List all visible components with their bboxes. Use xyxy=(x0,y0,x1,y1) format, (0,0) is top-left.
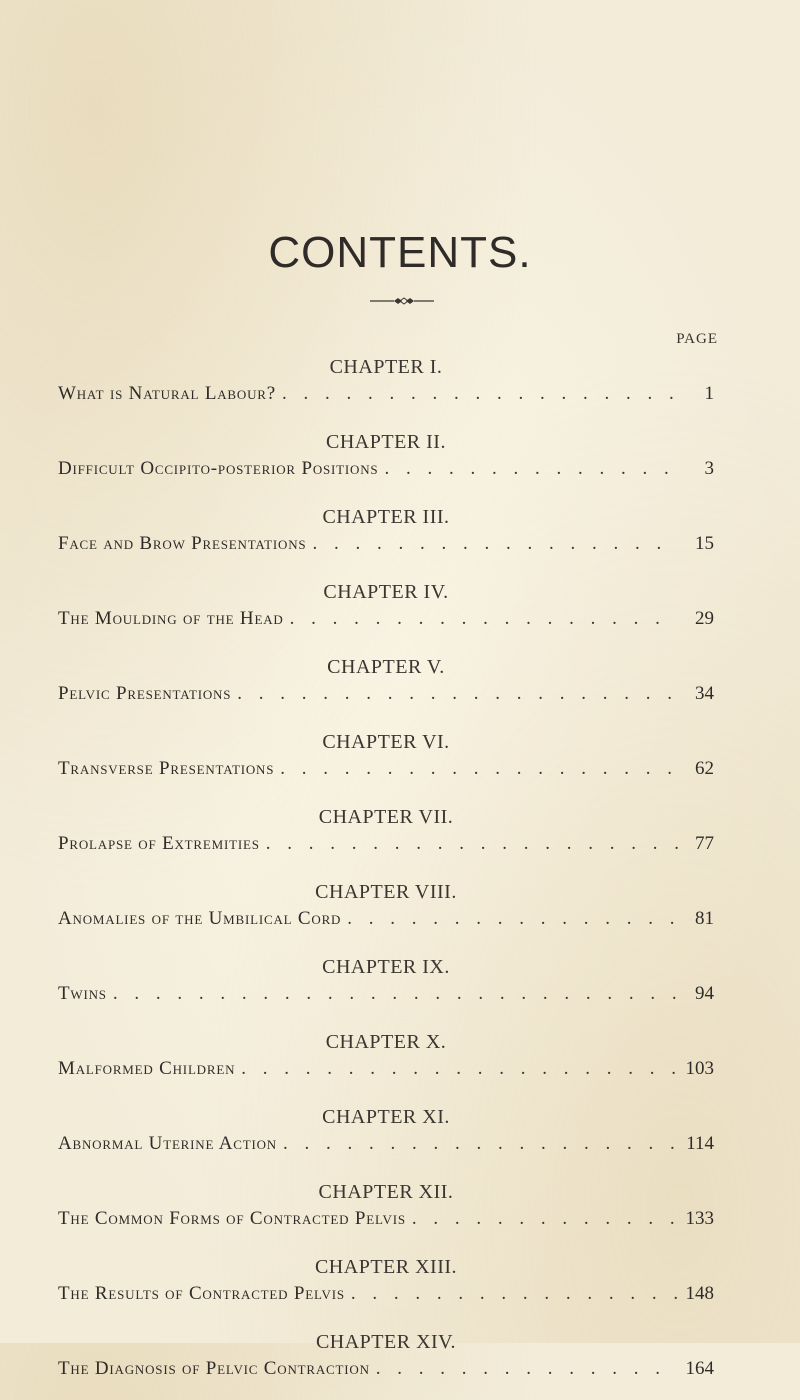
chapter-title: Malformed Children xyxy=(58,1058,236,1079)
chapter-title: Twins xyxy=(58,983,107,1004)
page-number: 164 xyxy=(685,1358,714,1379)
chapter-heading: CHAPTER VII. xyxy=(318,806,454,828)
toc-entry xyxy=(58,425,714,500)
chapter-title: What is Natural Labour? xyxy=(58,383,276,404)
chapter-heading: CHAPTER I. xyxy=(329,356,443,378)
toc-line xyxy=(58,458,714,480)
dot-leader xyxy=(341,908,678,930)
chapter-title: Anomalies of the Umbilical Cord xyxy=(58,908,342,929)
chapter-title: Abnormal Uterine Action xyxy=(58,1133,277,1154)
dot-leader xyxy=(370,1358,678,1380)
dot-leader xyxy=(406,1208,678,1230)
chapter-heading: CHAPTER II. xyxy=(326,431,446,453)
chapter-title: Face and Brow Presentations xyxy=(58,533,307,554)
chapter-title: Prolapse of Extremities xyxy=(58,833,260,854)
ornament-divider-icon xyxy=(370,296,434,306)
toc-entry xyxy=(58,650,714,725)
page-number: 114 xyxy=(686,1133,714,1154)
dot-leader xyxy=(274,758,678,780)
dot-leader xyxy=(378,458,678,480)
chapter-heading: CHAPTER XI. xyxy=(322,1106,450,1128)
dot-leader xyxy=(107,983,678,1005)
page-number: 29 xyxy=(695,608,714,629)
page-number: 15 xyxy=(695,533,714,554)
toc-entry xyxy=(58,350,714,425)
chapter-heading: CHAPTER XII. xyxy=(318,1181,454,1203)
dot-leader xyxy=(231,683,678,705)
page-number: 1 xyxy=(704,383,714,404)
dot-leader xyxy=(276,383,678,405)
chapter-title: Pelvic Presentations xyxy=(58,683,232,704)
toc-line xyxy=(58,1208,714,1230)
dot-leader xyxy=(277,1133,678,1155)
page-number: 77 xyxy=(695,833,714,854)
toc-entry xyxy=(58,725,714,800)
chapter-heading: CHAPTER VI. xyxy=(322,731,450,753)
page-number: 133 xyxy=(685,1208,714,1229)
chapter-heading: CHAPTER VIII. xyxy=(315,881,457,903)
chapter-title: The Moulding of the Head xyxy=(58,608,284,629)
page-number: 34 xyxy=(695,683,714,704)
toc-entry xyxy=(58,1325,714,1400)
chapter-title: The Results of Contracted Pelvis xyxy=(58,1283,345,1304)
page-column-label: PAGE xyxy=(676,331,718,347)
page-number: 81 xyxy=(695,908,714,929)
toc-entry xyxy=(58,1250,714,1325)
toc-entry xyxy=(58,1025,714,1100)
chapter-title: Transverse Presentations xyxy=(58,758,275,779)
toc-line xyxy=(58,608,714,630)
chapter-heading: CHAPTER III. xyxy=(322,506,450,528)
toc-line xyxy=(58,1133,714,1155)
toc-line xyxy=(58,1358,714,1380)
toc-line xyxy=(58,833,714,855)
toc-entry xyxy=(58,875,714,950)
page-title: CONTENTS. xyxy=(268,228,532,277)
dot-leader xyxy=(284,608,678,630)
toc-line xyxy=(58,383,714,405)
dot-leader xyxy=(345,1283,678,1305)
chapter-heading: CHAPTER XIV. xyxy=(315,1331,457,1353)
chapter-heading: CHAPTER IX. xyxy=(322,956,450,978)
dot-leader xyxy=(260,833,678,855)
toc-line xyxy=(58,683,714,705)
chapter-title: The Diagnosis of Pelvic Contraction xyxy=(58,1358,370,1379)
toc-line xyxy=(58,758,714,780)
toc-line xyxy=(58,983,714,1005)
toc-entry xyxy=(58,1175,714,1250)
page-number: 3 xyxy=(704,458,714,479)
dot-leader xyxy=(235,1058,678,1080)
chapter-heading: CHAPTER V. xyxy=(327,656,445,678)
chapter-title: The Common Forms of Contracted Pelvis xyxy=(58,1208,406,1229)
toc-line xyxy=(58,533,714,555)
toc-line xyxy=(58,908,714,930)
page-number: 94 xyxy=(695,983,714,1004)
chapter-heading: CHAPTER XIII. xyxy=(314,1256,458,1278)
table-of-contents xyxy=(58,350,714,1400)
page-number: 62 xyxy=(695,758,714,779)
toc-line xyxy=(58,1283,714,1305)
chapter-title: Difficult Occipito-posterior Positions xyxy=(58,458,379,479)
page-number: 148 xyxy=(685,1283,714,1304)
dot-leader xyxy=(306,533,678,555)
chapter-heading: CHAPTER IV. xyxy=(323,581,449,603)
toc-line xyxy=(58,1058,714,1080)
toc-entry xyxy=(58,500,714,575)
toc-entry xyxy=(58,575,714,650)
toc-entry xyxy=(58,950,714,1025)
page-number: 103 xyxy=(685,1058,714,1079)
toc-entry xyxy=(58,1100,714,1175)
chapter-heading: CHAPTER X. xyxy=(325,1031,447,1053)
toc-entry xyxy=(58,800,714,875)
